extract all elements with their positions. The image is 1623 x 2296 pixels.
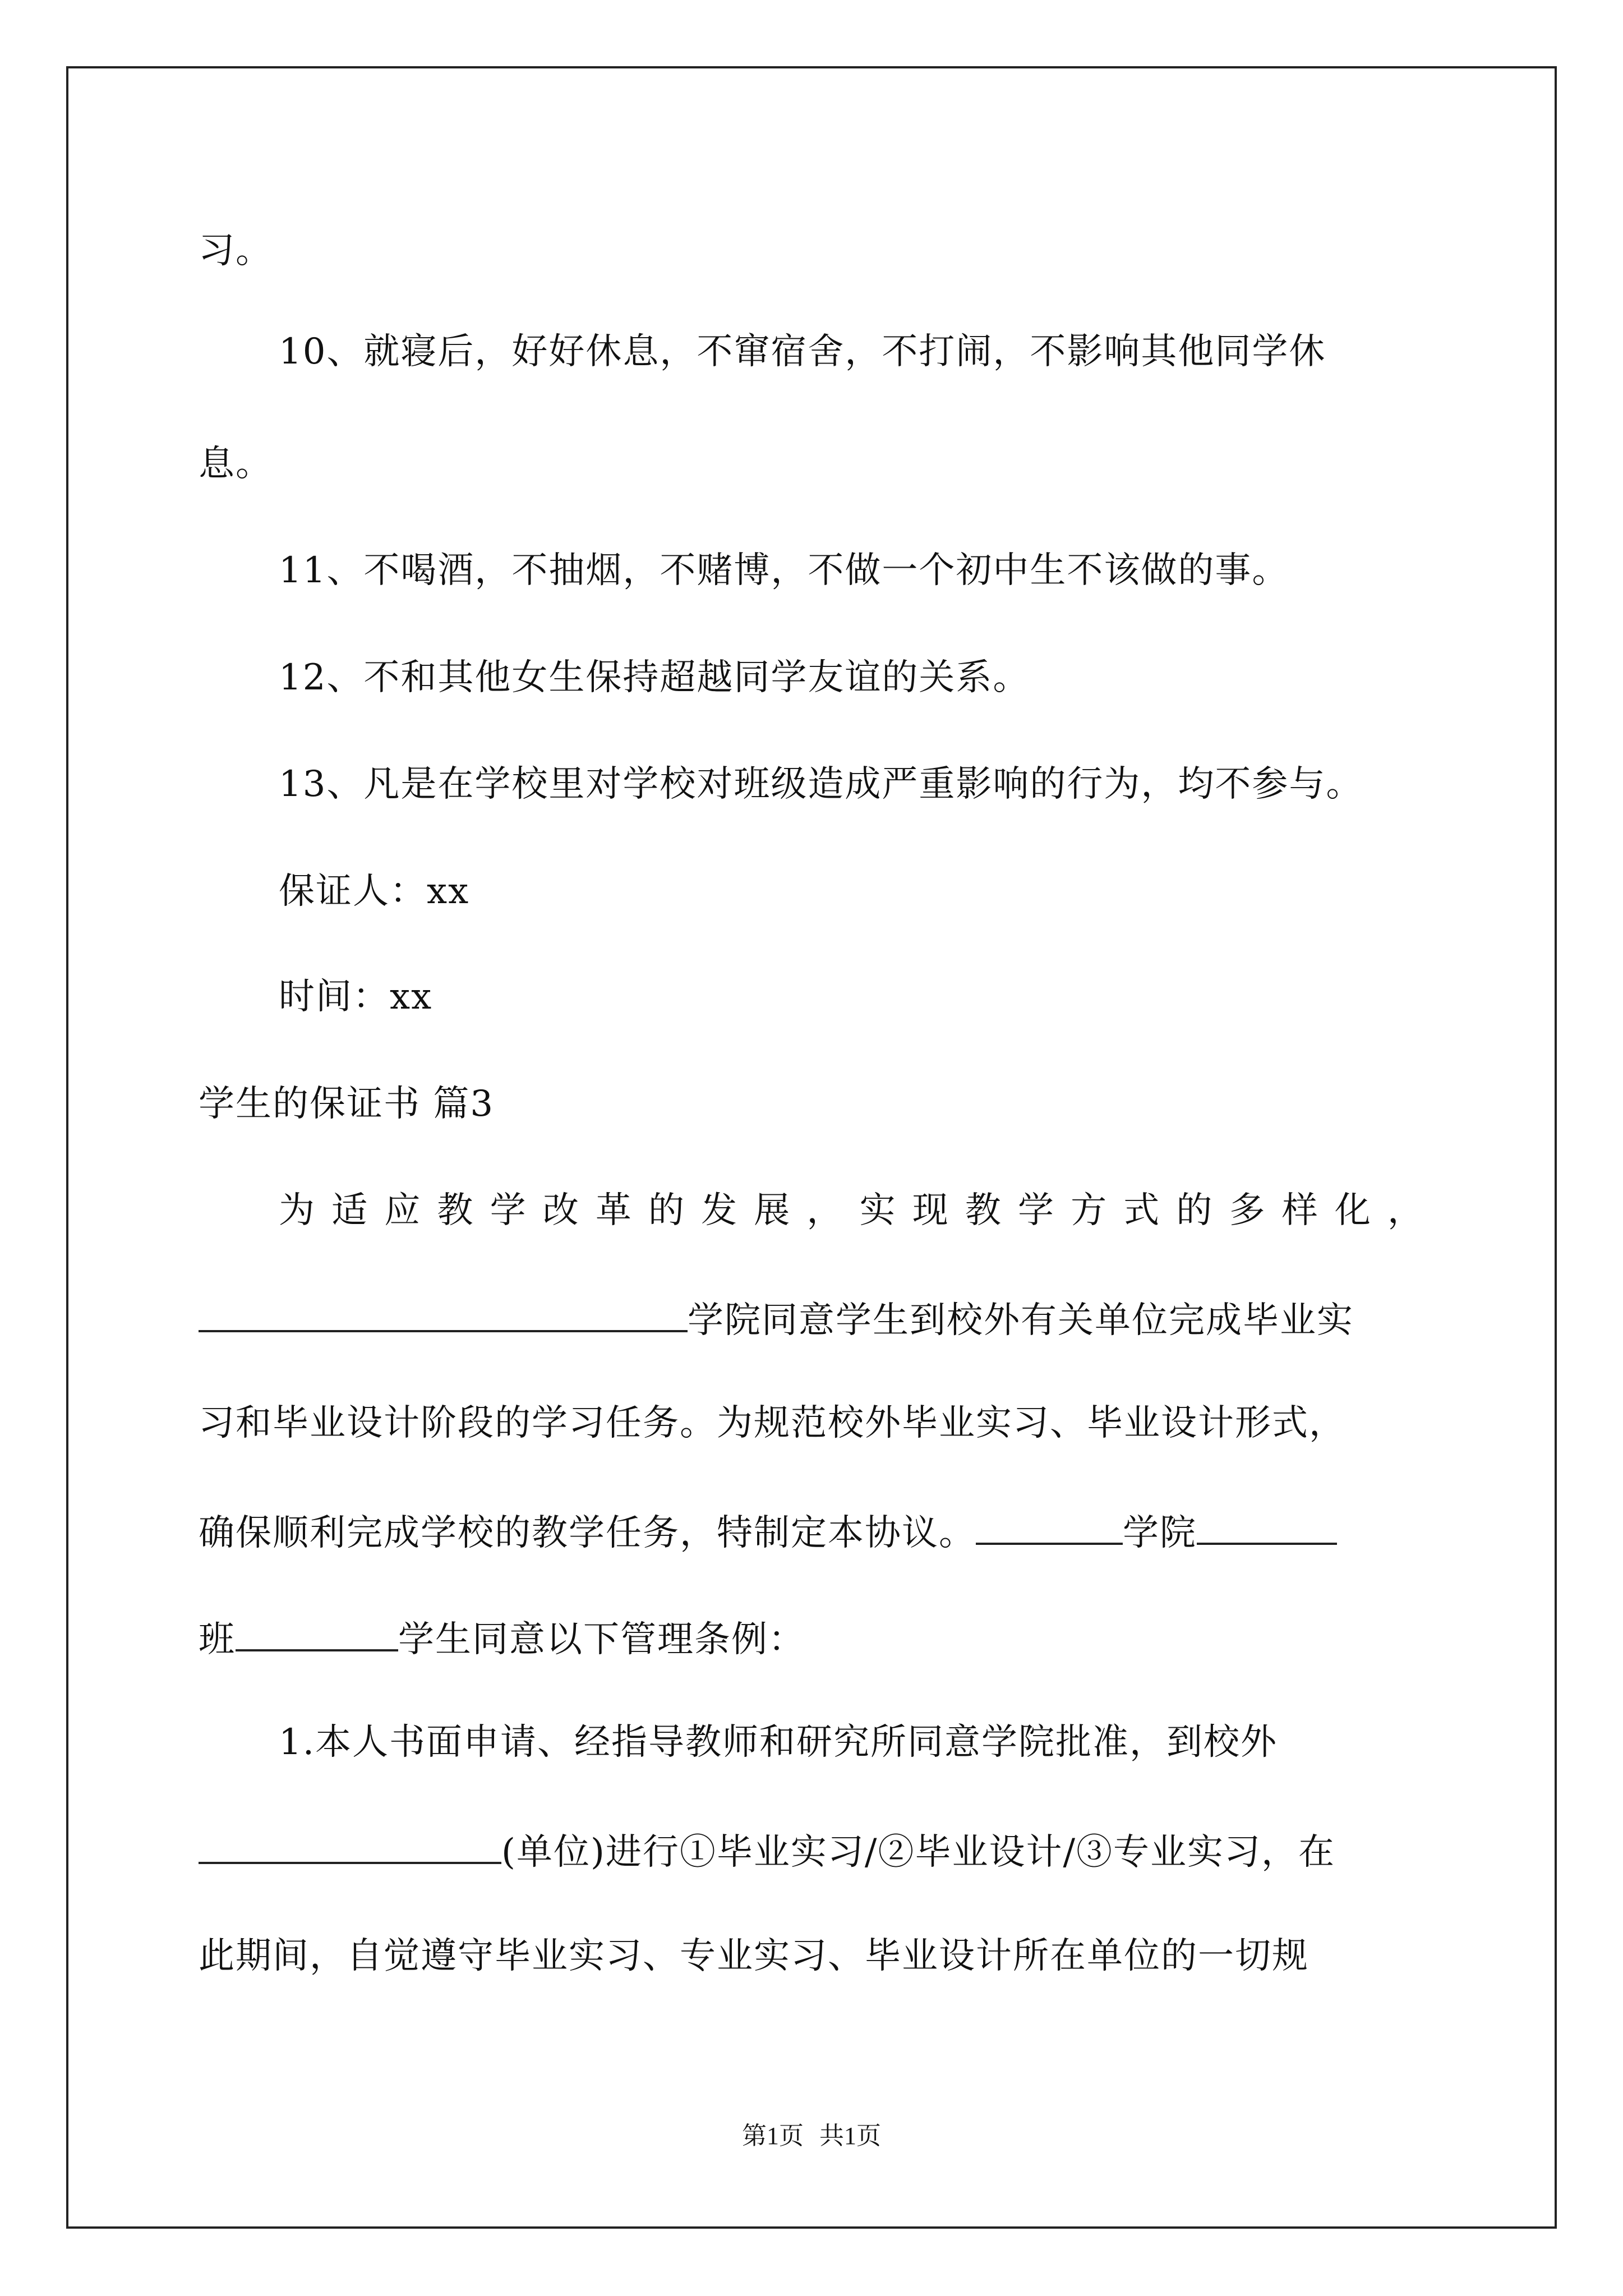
date-line: 时间：xx xyxy=(279,976,433,1018)
text-line: 12、不和其他女生保持超越同学友谊的关系。 xyxy=(279,657,1030,698)
fill-blank[interactable] xyxy=(199,1295,688,1332)
section-heading: 学生的保证书 篇3 xyxy=(199,1083,495,1125)
text-line: 习。 xyxy=(199,230,273,272)
fill-blank[interactable] xyxy=(1197,1508,1337,1545)
signatory-line: 保证人：xx xyxy=(279,871,470,912)
text-line: 息。 xyxy=(199,443,273,485)
text-segment: 确保顺利完成学校的教学任务，特制定本协议。 xyxy=(199,1512,976,1554)
text-line: 习和毕业设计阶段的学习任务。为规范校外毕业实习、毕业设计形式， xyxy=(199,1402,1346,1444)
fill-blank[interactable] xyxy=(199,1827,501,1864)
page-number: 第1页 xyxy=(742,2122,804,2150)
text-line: 此期间，自觉遵守毕业实习、专业实习、毕业设计所在单位的一切规 xyxy=(199,1935,1309,1977)
page-footer xyxy=(0,2120,1623,2152)
fill-blank[interactable] xyxy=(976,1508,1123,1545)
text-line xyxy=(199,1508,1337,1553)
page-border xyxy=(66,66,1557,2229)
fill-blank[interactable] xyxy=(236,1614,398,1651)
text-line xyxy=(199,1295,1354,1340)
text-segment: 班 xyxy=(199,1619,236,1660)
text-line: 为适应教学改革的发展，实现教学方式的多样化， xyxy=(279,1190,1424,1231)
text-segment: (单位)进行①毕业实习/②毕业设计/③专业实习，在 xyxy=(501,1832,1336,1873)
text-line: 11、不喝酒，不抽烟，不赌博，不做一个初中生不该做的事。 xyxy=(279,550,1289,591)
text-segment: 学院同意学生到校外有关单位完成毕业实 xyxy=(688,1300,1354,1341)
text-line: 1.本人书面申请、经指导教师和研究所同意学院批准，到校外 xyxy=(279,1722,1278,1763)
text-line: 13、凡是在学校里对学校对班级造成严重影响的行为，均不参与。 xyxy=(279,763,1363,805)
text-line: 10、就寝后，好好休息，不窜宿舍，不打闹，不影响其他同学休 xyxy=(279,331,1326,372)
page-total: 共1页 xyxy=(819,2122,881,2150)
text-line xyxy=(199,1614,805,1659)
text-line xyxy=(199,1827,1335,1872)
text-segment: 学生同意以下管理条例： xyxy=(398,1619,805,1660)
text-segment: 学院 xyxy=(1123,1512,1197,1554)
